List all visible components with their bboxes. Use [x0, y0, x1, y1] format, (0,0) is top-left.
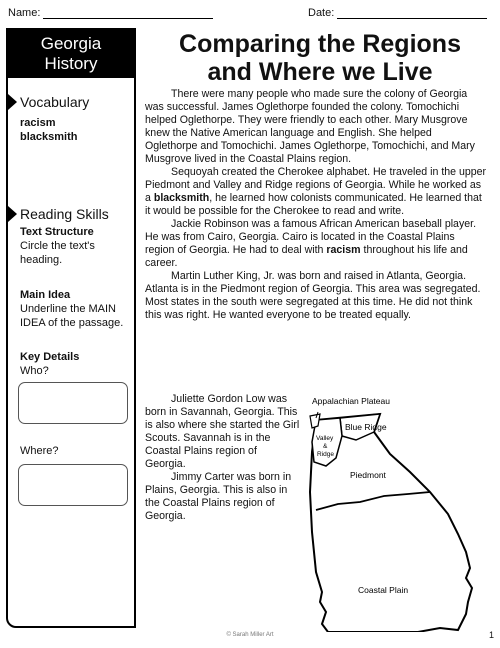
- reading-skills-arrow-icon: [8, 206, 17, 222]
- vocab-highlight: racism: [326, 244, 361, 256]
- vocab-word: blacksmith: [20, 131, 78, 143]
- sidebar-title-line1: Georgia: [40, 34, 102, 53]
- key-details-label: Key Details: [20, 351, 80, 363]
- blue-ridge-label: Blue Ridge: [345, 422, 387, 432]
- main-idea-desc: Underline the MAIN IDEA of the passage.: [20, 303, 124, 329]
- paragraph: Jimmy Carter was born in Plains, Georgia. This is also in the Coastal Plains region of Georgia.: [145, 471, 292, 522]
- reading-skills-heading: Reading Skills: [20, 206, 109, 222]
- title-line2: and Where we Live: [207, 58, 433, 86]
- copyright-footer: © Sarah Miller Art: [226, 632, 274, 638]
- paragraph: Martin Luther King, Jr. was born and raised in Atlanta, Georgia. Atlanta is in the Piedmont region of Georgia. This area was segregated. Most states in the south were segregated at this time. He did not think this was right. He wanted everyone to be treated equally.: [145, 270, 481, 321]
- name-line: [43, 6, 213, 19]
- paragraph: There were many people who made sure the colony of Georgia was successful. James Oglethorpe founded the colony. Tomochichi helped Oglethorpe. They were friendly to each other. Mary Musgrove knew the Native American language and English. She helped Oglethorpe and Tomochichi. James Oglethorpe, Tomochichi, and Mary Musgrove lived in the Coastal Plains region.: [145, 88, 475, 165]
- sidebar: [6, 28, 136, 628]
- title-line1: Comparing the Regions: [179, 30, 461, 58]
- name-label: Name:: [8, 7, 41, 19]
- ridge-label: Ridge: [317, 451, 334, 458]
- paragraph: Jackie Robinson was a famous African American baseball player. He was from Cairo, Georgia. Cairo is located in the Coastal Plains region of Georgia. He had to deal with racism throughout his life and career.: [145, 218, 477, 269]
- valley-label: Valley: [316, 435, 334, 442]
- where-answer-box[interactable]: [18, 464, 128, 506]
- text-structure-desc: Circle the text's heading.: [20, 240, 95, 266]
- piedmont-label: Piedmont: [350, 470, 386, 480]
- page-number: 1: [488, 630, 494, 640]
- passage: [145, 88, 487, 322]
- paragraph: Sequoyah created the Cherokee alphabet. He traveled in the upper Piedmont and Valley and Ridge regions of Georgia. While he worked as a blacksmith, he learned how colonists communicated. He learned that it would be possible for the Cherokee to read and write.: [145, 166, 487, 217]
- date-field[interactable]: [308, 6, 487, 19]
- sidebar-title-line2: History: [44, 54, 98, 73]
- coastal-plain-label: Coastal Plain: [358, 585, 409, 595]
- page-title: [150, 30, 490, 86]
- appalachian-plateau-region: [310, 414, 320, 428]
- sidebar-title: [8, 30, 134, 78]
- ampersand-label: &: [323, 443, 328, 450]
- text-structure-label: Text Structure: [20, 226, 94, 238]
- vocab-word: racism: [20, 117, 56, 129]
- passage-continued: [145, 393, 300, 523]
- vocab-highlight: blacksmith: [153, 192, 210, 204]
- paragraph: Juliette Gordon Low was born in Savannah, Georgia. This is also where she started the Girl Scouts. Savannah is in the Coastal Plains region of Georgia.: [145, 393, 300, 470]
- date-label: Date:: [308, 7, 335, 19]
- date-line: [337, 6, 487, 19]
- vocabulary-heading: Vocabulary: [20, 94, 90, 110]
- where-label: Where?: [20, 445, 59, 457]
- who-answer-box[interactable]: [18, 382, 128, 424]
- who-label: Who?: [20, 365, 49, 377]
- main-idea-label: Main Idea: [20, 289, 71, 301]
- georgia-regions-map: [298, 392, 488, 632]
- appalachian-label: Appalachian Plateau: [312, 396, 390, 406]
- vocabulary-arrow-icon: [8, 94, 17, 110]
- name-field[interactable]: [8, 6, 213, 19]
